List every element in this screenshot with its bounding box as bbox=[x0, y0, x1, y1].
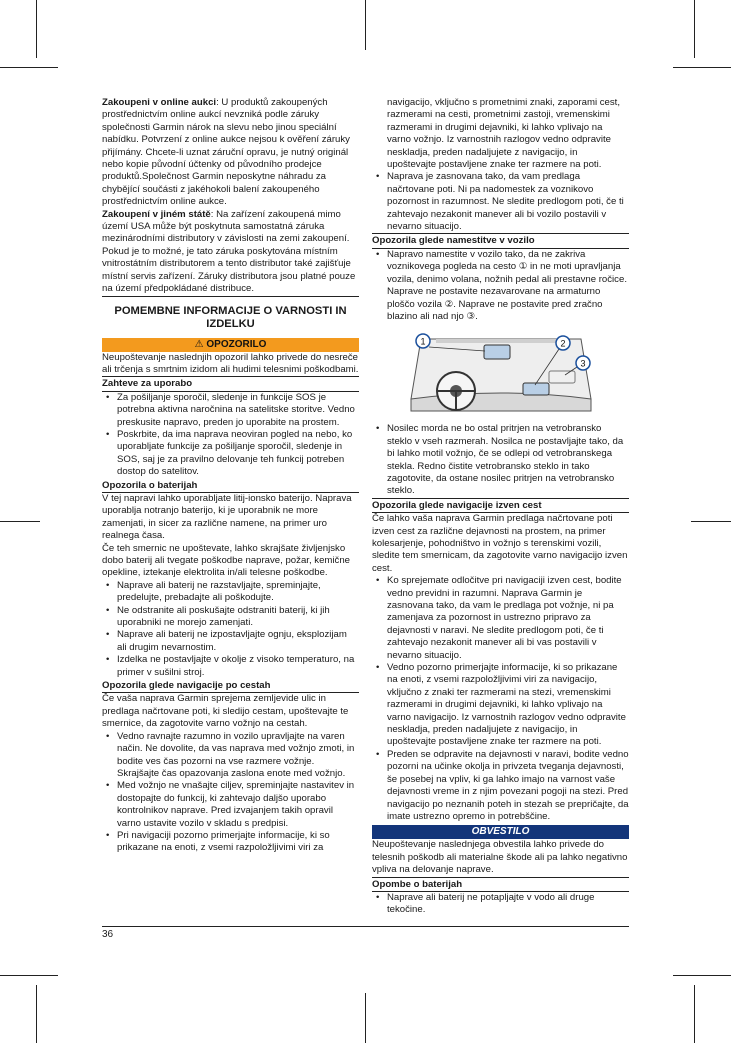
continued-list bbox=[372, 171, 629, 234]
list-item: • Nosilec morda ne bo ostal pritrjen na vetrobransko steklo v vseh razmerah. Nosilca ne postavljajte tako, da bi lahko motil vožnjo, če se odlepi od vetrobranskega stekla. Redno čistite vetrobransko steklo in tako zagotovite, da ostane nosilec pritrjen na vetrobransko steklo. bbox=[372, 423, 629, 498]
heading-offroad-navigation: Opozorila glede navigacije izven cest bbox=[372, 499, 629, 513]
warranty-online-paragraph bbox=[102, 97, 359, 209]
list-item: • Izdelka ne postavljajte v okolje z visoko temperaturo, na primer v sušilni stroj. bbox=[102, 654, 359, 679]
footer-rule bbox=[102, 926, 629, 927]
crop-mark bbox=[673, 975, 731, 976]
vehicle-installation-list bbox=[372, 249, 629, 323]
road-navigation-list bbox=[102, 731, 359, 855]
offroad-navigation-list bbox=[372, 575, 629, 823]
list-item: • Vedno pozorno primerjajte informacije, ki so prikazane na enoti, z vsemi razpoložljivimi viri za navigacijo, vključno z znaki ter razmerami na stezi, vremenskimi razmerami in drugimi dejavniki, ki lahko vplivajo na varno navigacijo. Iz varnostnih razlogov vedno odpravite neskladja, preden nadaljujete z navigacijo, in upoštevajte postavljene znake ter razmere na poti. bbox=[372, 662, 629, 749]
warranty-abroad-label: Zakoupení v jiném státě bbox=[102, 208, 211, 220]
list-item: • Med vožnjo ne vnašajte ciljev, spreminjajte nastavitev in dostopajte do funkcij, ki zahtevajo daljšo uporabo kontrolnikov naprave. Pred izvajanjem takih opravil varno ustavite vozilo v skladu s predpisi. bbox=[102, 780, 359, 830]
list-item: • Za pošiljanje sporočil, sledenje in funkcije SOS je potrebna aktivna naročnina na satelitske storitve. Vedno preskusite napravo, preden jo uporabite na prostem. bbox=[102, 392, 359, 429]
notice-text: Neupoštevanje naslednjega obvestila lahko privede do telesnih poškodb ali materialne škode ali pa lahko negativno vpliva na delovanje naprave. bbox=[372, 839, 629, 877]
warranty-online-text: : U produktů zakoupených prostřednictvím online aukcí nevzniká podle záruky společnosti Garmin nárok na slevu nebo jinou speciální nabídku. Potvrzení z online aukce nejsou k ověření záruky přijímány. Chcete-li uznat záruční opravu, je nutný originál nebo kopie původní účtenky od původního prodejce produktů.Společnost Garmin neposkytne náhradu za chybějící součásti z jakéhokoli balení zakoupeného prostřednictvím online aukce. bbox=[102, 97, 350, 208]
list-item: • Naprava je zasnovana tako, da vam predlaga načrtovane poti. Ni pa nadomestek za voznikovo pozornost in razumnost. Ne sledite predlogom poti, če ti zahtevajo nezakonit manever ali bi vozilo postavili v nevarno situacijo. bbox=[372, 171, 629, 234]
list-item: • Naprave ali baterij ne izpostavljajte ognju, eksplozijam ali drugim nevarnostim. bbox=[102, 629, 359, 654]
battery-warnings-list bbox=[102, 580, 359, 679]
crop-mark bbox=[673, 67, 731, 68]
right-column bbox=[372, 97, 629, 917]
offroad-navigation-paragraph: Če lahko vaša naprava Garmin predlaga načrtovane poti izven cest za različne dejavnosti na prostem, na primer kolesarjenje, pohodništvo in vožnjo s terenskimi vozili, sledite tem smernicam, da zagotovite varno navigacijo izven cest. bbox=[372, 513, 628, 574]
usage-requirements-list bbox=[102, 392, 359, 479]
crop-mark bbox=[36, 0, 37, 58]
warranty-online-label: Zakoupeni v online aukci bbox=[102, 97, 217, 108]
notice-banner bbox=[372, 825, 629, 839]
road-navigation-paragraph: Če vaša naprava Garmin sprejema zemljevide ulic in predlaga načrtovane poti, ki sledijo cestam, upoštevajte te smernice, da zagotovite varno vožnjo na cestah. bbox=[102, 693, 349, 730]
list-item: • Ne odstranite ali poskušajte odstraniti baterij, ki jih uporabniki ne morejo zamenjati. bbox=[102, 605, 359, 630]
crop-mark bbox=[694, 0, 695, 58]
list-item: • Naprave ali baterij ne razstavljajte, spreminjajte, predelujte, prebadajte ali poškodujte. bbox=[102, 580, 359, 605]
list-item: • Ko sprejemate odločitve pri navigaciji izven cest, bodite vedno previdni in razumni. Naprava Garmin je zasnovana tako, da vam le predlaga pot vožnje, ni pa zamenjava za pozornost in ustrezno pripravo za dejavnosti v naravi. Ne sledite predlogom poti, če ti zahtevajo nezakonit manever ali bi vas postavili v nevarno situacijo. bbox=[372, 575, 629, 662]
battery-paragraph-2: Če teh smernic ne upoštevate, lahko skrajšate življenjsko dobo baterij ali tvegate poškodbe naprave, požar, kemične opekline, iztekanje elektrolita in/ali telesne poškodbe. bbox=[102, 542, 350, 579]
heading-usage-requirements: Zahteve za uporabo bbox=[102, 377, 359, 391]
warning-label: OPOZORILO bbox=[206, 338, 267, 350]
heading-battery-warnings: Opozorila o baterijah bbox=[102, 479, 359, 493]
windshield-mount-figure bbox=[401, 327, 601, 417]
warning-text: Neupoštevanje naslednjih opozoril lahko privede do nesreče ali trčenja s smrtnim izidom ali hudimi telesnimi poškodbami. bbox=[102, 352, 359, 378]
crop-mark bbox=[0, 975, 58, 976]
notice-label: OBVESTILO bbox=[471, 826, 530, 838]
figure-callout-3: 3 bbox=[579, 358, 586, 369]
figure-callout-2: 2 bbox=[559, 338, 566, 349]
dashboard-illustration bbox=[401, 327, 601, 417]
list-item: • Poskrbite, da ima naprava neoviran pogled na nebo, ko uporabljate funkcije za pošiljanje sporočil, sledenje in SOS, saj je za pravilno delovanje teh funkcij potreben dostop do satelitov. bbox=[102, 429, 359, 479]
warning-banner bbox=[102, 338, 359, 352]
heading-road-navigation: Opozorila glede navigacije po cestah bbox=[102, 679, 359, 693]
crop-mark bbox=[0, 67, 58, 68]
warranty-abroad-paragraph bbox=[102, 209, 359, 297]
crop-mark bbox=[365, 993, 366, 1043]
heading-battery-notes: Opombe o baterijah bbox=[372, 878, 629, 892]
vehicle-installation-list-continued bbox=[372, 423, 629, 498]
crop-mark bbox=[0, 521, 40, 522]
crop-mark bbox=[691, 521, 731, 522]
list-item: • Naprave ali baterij ne potapljajte v vodo ali druge tekočine. bbox=[372, 892, 629, 917]
warning-triangle-icon: ⚠ bbox=[194, 338, 204, 350]
crop-mark bbox=[694, 985, 695, 1043]
figure-callout-1: 1 bbox=[419, 336, 426, 347]
battery-notes-list bbox=[372, 892, 629, 917]
continued-text: navigacijo, vključno s prometnimi znaki, zaporami cest, razmerami na cesti, prometnimi zastoji, vremenskimi razmerami in drugimi dejavniki, ki lahko vplivajo na varno vožnjo. Iz varnostnih razlogov vedno odpravite neskladja, preden nadaljujete z navigacijo, in upoštevajte postavljene znake ter razmere na poti. bbox=[387, 97, 621, 171]
list-item: • Pri navigaciji pozorno primerjajte informacije, ki so prikazane na enoti, z vsemi razpoložljivimi viri za bbox=[102, 830, 359, 855]
crop-mark bbox=[365, 0, 366, 50]
warranty-abroad-text: : Na zařízení zakoupená mimo území USA může být poskytnuta samostatná záruka mezinárodními distributory v závislosti na zemi zakoupení. Pokud je to možné, je tato záruka poskytována místním vnitrostátním distributorem a tento distributor také zajišťuje místní servis zařízení. Záruky distributora jsou platné pouze na území předpokládané distribuce. bbox=[102, 208, 356, 295]
crop-mark bbox=[36, 985, 37, 1043]
battery-paragraph-1: V tej napravi lahko uporabljate litij-ionsko baterijo. Naprava uporablja notranjo baterijo, ki je uporabnik ne more zamenjati, in sicer za različne namene, na primer uro realnega časa. bbox=[102, 492, 352, 542]
heading-vehicle-installation: Opozorila glede namestitve v vozilo bbox=[372, 234, 629, 248]
page-number: 36 bbox=[102, 929, 114, 940]
left-column bbox=[102, 97, 359, 855]
section-title: POMEMBNE INFORMACIJE O VARNOSTI IN IZDELKU bbox=[114, 304, 347, 330]
list-item: • Vedno ravnajte razumno in vozilo upravljajte na varen način. Ne dovolite, da vas naprava med vožnjo zmoti, in bodite ves čas pozorni na vse razmere vožnje. Skrajšajte čas opazovanja zaslona enote med vožnjo. bbox=[102, 731, 359, 781]
list-item: • Napravo namestite v vozilo tako, da ne zakriva voznikovega pogleda na cesto ① in ne moti upravljanja vozila, denimo volana, nožnih pedal ali prestavne ročice. Naprave ne postavite nezavarovane na armaturno ploščo vozila ②. Naprave ne postavite pred zračno blazino ali nad njo ③. bbox=[372, 249, 629, 323]
list-item: • Preden se odpravite na dejavnosti v naravi, bodite vedno pozorni na učinke okolja in privzeta tveganja dejavnosti, še posebej na vpliv, ki ga lahko imajo na varnost vaše dejavnosti vreme in z njim povezani pogoji na stezi. Pred navigacijo po neznanih poteh in stezah se prepričajte, da imate ustrezno opremo in potrebščine. bbox=[372, 749, 629, 823]
